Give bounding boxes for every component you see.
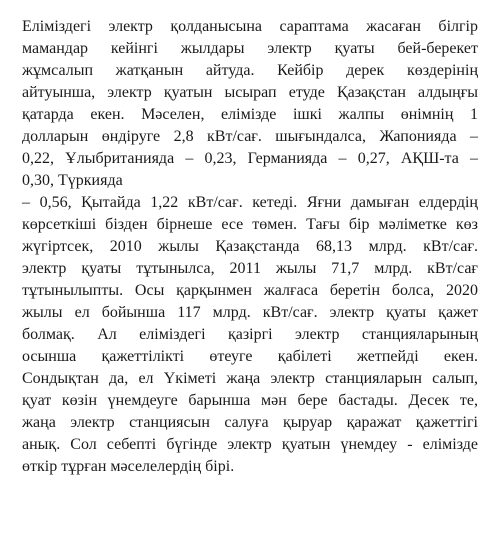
text-line: мамандар кейінгі жылдары электр қуаты бей-берекет: [22, 40, 478, 57]
text-line: анық. Сол себепті бүгінде электр қуатын үнемдеу - елімізде: [22, 436, 478, 453]
text-line: тұтынылыпты. Осы қарқынмен жалғаса беретін болса, 2020: [22, 282, 478, 299]
text-line: жұмсалып жатқанын айтуда. Кейбір дерек көздерінің: [22, 62, 478, 79]
document-paragraph: [22, 16, 478, 478]
text-line: айтуынша, электр қуатын ысырап етуде Қазақстан алдыңғы: [22, 84, 478, 101]
text-line: Сондықтан да, ел Үкіметі жаңа электр станцияларын салып,: [22, 370, 478, 387]
text-line: қатарда екен. Мәселен, елімізде ішкі жалпы өнімнің 1: [22, 106, 478, 123]
text-line: электр қуаты тұтынылса, 2011 жылы 71,7 млрд. кВт/сағ: [22, 260, 478, 277]
text-line: – 0,56, Қытайда 1,22 кВт/сағ. кетеді. Яғни дамыған елдердің: [22, 194, 478, 211]
text-line: жылы ел бойынша 117 млрд. кВт/сағ. электр қуаты қажет: [22, 304, 478, 321]
text-line: жаңа электр станциясын салуға қыруар қаражат қажеттігі: [22, 414, 478, 431]
text-line: қуат көзін үнемдеуге барынша мән бере бастады. Десек те,: [22, 392, 478, 409]
text-line: көрсеткіші бізден бірнеше есе төмен. Тағы бір мәліметке көз: [22, 216, 478, 233]
text-line: жүгіртсек, 2010 жылы Қазақстанда 68,13 млрд. кВт/сағ.: [22, 238, 478, 255]
text-line: осынша қажеттілікті өтеуге қабілеті жетпейді екен.: [22, 348, 478, 365]
text-line: 0,22, Ұлыбританияда – 0,23, Германияда – 0,27, АҚШ-та –: [22, 150, 478, 167]
text-line: долларын өндіруге 2,8 кВт/сағ. шығындалса, Жапонияда –: [22, 128, 478, 145]
text-line: болмақ. Ал еліміздегі қазіргі электр станцияларының: [22, 326, 478, 343]
text-line: өткір тұрған мәселелердің бірі.: [22, 458, 235, 475]
text-line: Еліміздегі электр қолданысына сараптама жасаған білгір: [22, 18, 478, 35]
text-line: 0,30, Түркияда: [22, 172, 123, 189]
